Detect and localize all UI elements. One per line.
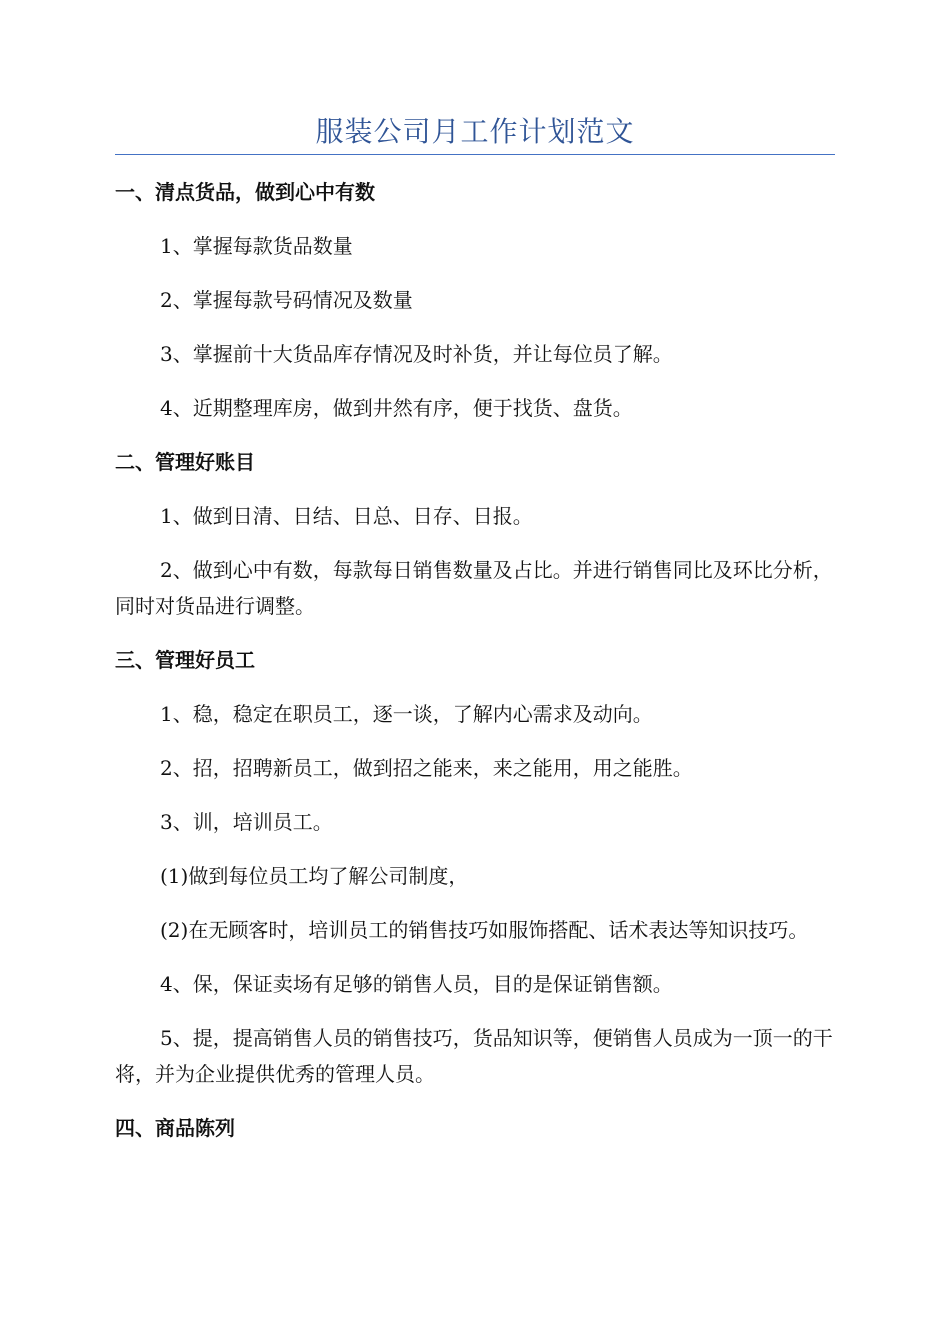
list-item: 3、训，培训员工。 [160, 810, 333, 834]
list-item: 2、做到心中有数，每款每日销售数量及占比。并进行销售同比及环比分析，同时对货品进行调整。 [115, 558, 833, 618]
section-heading: 一、清点货品，做到心中有数 [115, 180, 375, 204]
list-item: 2、掌握每款号码情况及数量 [160, 288, 413, 312]
list-item: 4、近期整理库房，做到井然有序，便于找货、盘货。 [160, 396, 633, 420]
section-heading: 二、管理好账目 [115, 450, 255, 474]
list-item: 1、稳，稳定在职员工，逐一谈，了解内心需求及动向。 [160, 702, 653, 726]
list-item: 3、掌握前十大货品库存情况及时补货，并让每位员了解。 [160, 342, 673, 366]
list-item: 1、掌握每款货品数量 [160, 234, 353, 258]
list-item: 5、提，提高销售人员的销售技巧，货品知识等，便销售人员成为一顶一的干将，并为企业提供优秀的管理人员。 [115, 1026, 833, 1086]
list-item: 4、保，保证卖场有足够的销售人员，目的是保证销售额。 [160, 972, 673, 996]
section-heading: 三、管理好员工 [115, 648, 255, 672]
document-title: 服装公司月工作计划范文 [315, 115, 635, 148]
title-underline [115, 154, 835, 155]
list-item: (2)在无顾客时，培训员工的销售技巧如服饰搭配、话术表达等知识技巧。 [160, 918, 809, 942]
section-heading: 四、商品陈列 [115, 1116, 235, 1140]
list-item: 2、招，招聘新员工，做到招之能来，来之能用，用之能胜。 [160, 756, 693, 780]
list-item: (1)做到每位员工均了解公司制度， [160, 864, 469, 888]
document-body [115, 174, 835, 1164]
list-item: 1、做到日清、日结、日总、日存、日报。 [160, 504, 533, 528]
